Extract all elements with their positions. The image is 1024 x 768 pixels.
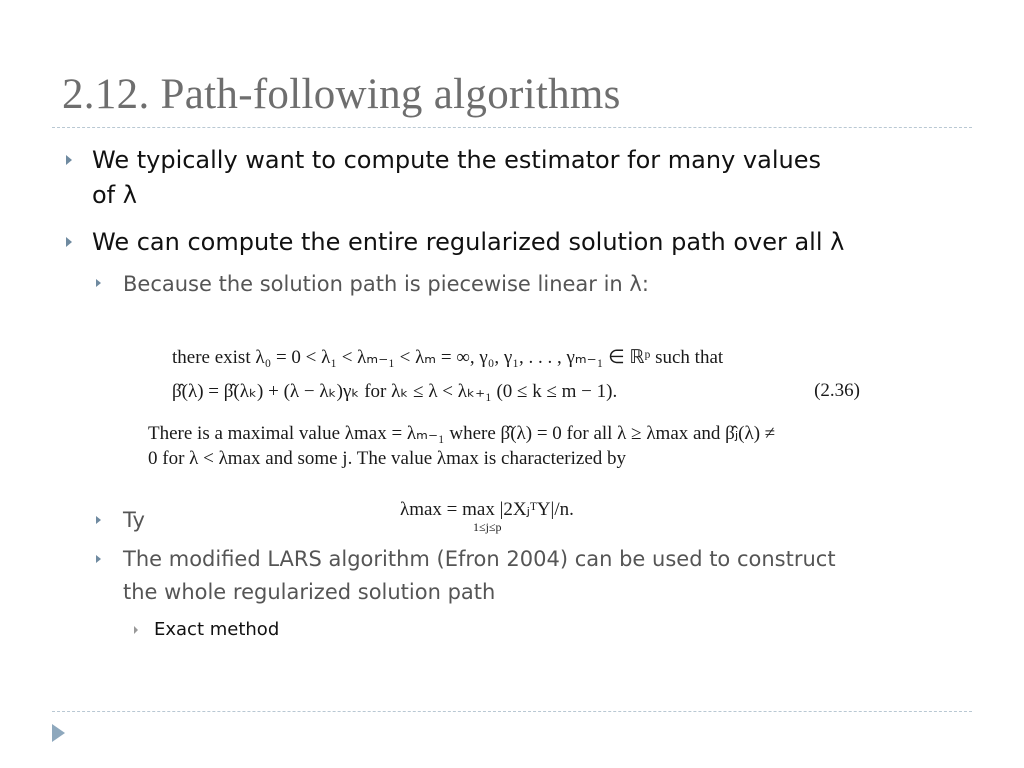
equation-line: there exist λ₀ = 0 < λ₁ < λₘ₋₁ < λₘ = ∞, γ₀, γ₁, . . . , γₘ₋₁ ∈ ℝᵖ such that — [172, 347, 724, 368]
sub-bullet-text: The modified LARS algorithm (Efron 2004) can be used to construct — [123, 547, 836, 571]
sub-bullet-text: Because the solution path is piecewise linear in λ: — [123, 272, 649, 296]
equation-line: β̂(λ) = β̂(λₖ) + (λ − λₖ)γₖ for λₖ ≤ λ < λₖ₊₁ (0 ≤ k ≤ m − 1). — [172, 381, 618, 402]
sub-sub-bullet-text: Exact method — [154, 619, 280, 640]
play-icon[interactable] — [52, 724, 65, 742]
bullet-arrow-icon — [96, 516, 101, 524]
equation-image — [142, 338, 872, 536]
equation-line: 0 for λ < λmax and some j. The value λmax is characterized by — [148, 448, 627, 469]
sub-bullet-text: Ty — [123, 508, 145, 532]
equation-line: There is a maximal value λmax = λₘ₋₁ where β̂(λ) = 0 for all λ ≥ λmax and β̂ⱼ(λ) ≠ — [148, 423, 776, 444]
footer-divider — [52, 711, 972, 712]
slide-title: 2.12. Path-following algorithms — [62, 71, 621, 118]
formula-text: λmax = max |2XⱼᵀY|/n. — [400, 499, 574, 520]
bullet-arrow-icon — [66, 155, 72, 165]
bullet-arrow-icon — [134, 626, 138, 634]
bullet-arrow-icon — [66, 237, 72, 247]
equation-number: (2.36) — [814, 380, 860, 401]
bullet-arrow-icon — [96, 279, 101, 287]
bullet-text: We can compute the entire regularized solution path over all λ — [92, 228, 845, 256]
sub-bullet-text-continuation: the whole regularized solution path — [123, 580, 496, 604]
lambda-max-formula — [400, 498, 574, 534]
bullet-text: We typically want to compute the estimator for many values — [92, 146, 821, 174]
bullet-arrow-icon — [96, 555, 101, 563]
title-divider — [52, 127, 972, 128]
formula-subscript: 1≤j≤p — [473, 520, 502, 534]
bullet-text-continuation: of λ — [92, 181, 137, 209]
